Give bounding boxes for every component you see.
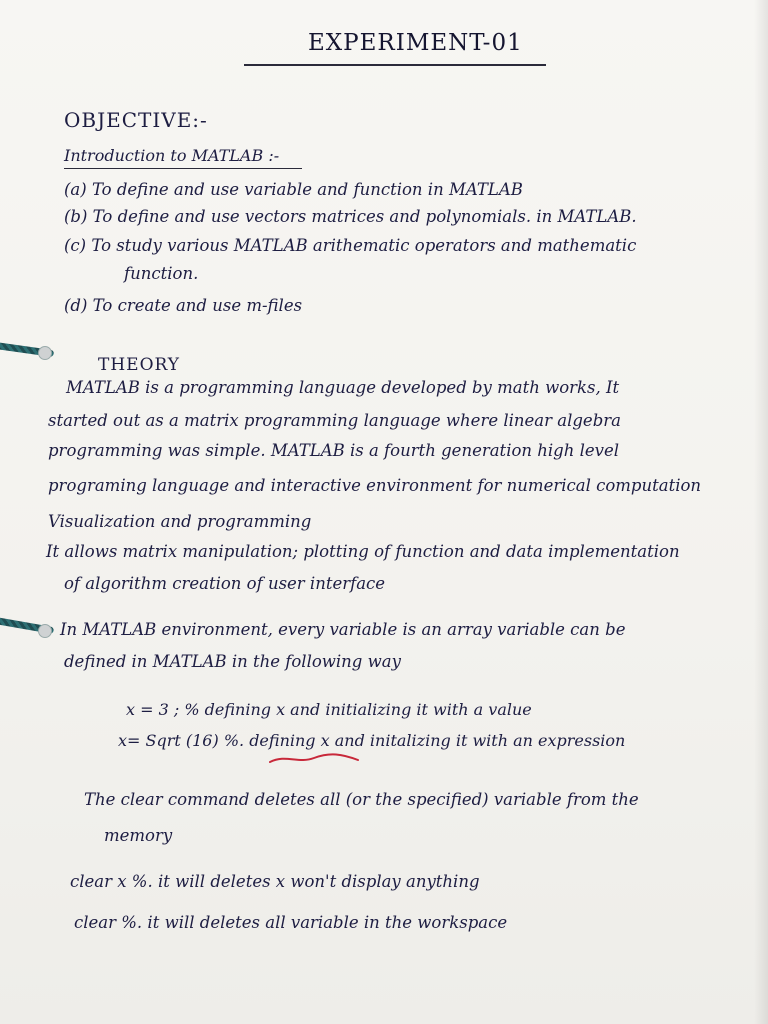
clear-command-line: clear x %. it will deletes x won't display anything: [70, 872, 480, 891]
environment-line: In MATLAB environment, every variable is an array variable can be: [60, 620, 626, 639]
clear-command-line: The clear command deletes all (or the specified) variable from the: [84, 790, 639, 809]
binding-hole-bottom: [38, 624, 52, 638]
code-example-line: x= Sqrt (16) %. defining x and initalizing it with an expression: [118, 731, 626, 750]
binding-hole-top: [38, 346, 52, 360]
objective-item-c-continued: function.: [124, 264, 199, 283]
objective-intro: Introduction to MATLAB :-: [64, 146, 280, 165]
page-title: EXPERIMENT-01: [308, 30, 523, 56]
theory-line: MATLAB is a programming language developed by math works, It: [66, 378, 620, 397]
theory-line: started out as a matrix programming language where linear algebra: [48, 411, 621, 430]
theory-line: of algorithm creation of user interface: [64, 574, 386, 593]
theory-heading: THEORY: [98, 355, 181, 375]
clear-command-line: clear %. it will deletes all variable in the workspace: [74, 913, 508, 932]
theory-line: programing language and interactive environment for numerical computation: [48, 476, 702, 495]
theory-line: It allows matrix manipulation; plotting of function and data implementation: [46, 542, 680, 561]
objective-item-d: (d) To create and use m-files: [64, 296, 303, 315]
environment-line: defined in MATLAB in the following way: [64, 652, 401, 671]
page-edge-shadow: [754, 0, 768, 1024]
theory-line: Visualization and programming: [48, 512, 312, 531]
objective-heading: OBJECTIVE:-: [64, 108, 208, 132]
objective-item-c: (c) To study various MATLAB arithematic operators and mathematic: [64, 236, 637, 255]
theory-line: programming was simple. MATLAB is a fourth generation high level: [48, 441, 620, 460]
objective-item-a: (a) To define and use variable and function in MATLAB: [64, 180, 523, 199]
objective-item-b: (b) To define and use vectors matrices and polynomials. in MATLAB.: [64, 207, 637, 226]
title-underline: [244, 64, 546, 66]
code-example-line: x = 3 ; % defining x and initializing it with a value: [126, 700, 532, 719]
correction-mark: [268, 750, 360, 766]
intro-underline: [64, 168, 302, 169]
clear-command-line: memory: [104, 826, 173, 845]
